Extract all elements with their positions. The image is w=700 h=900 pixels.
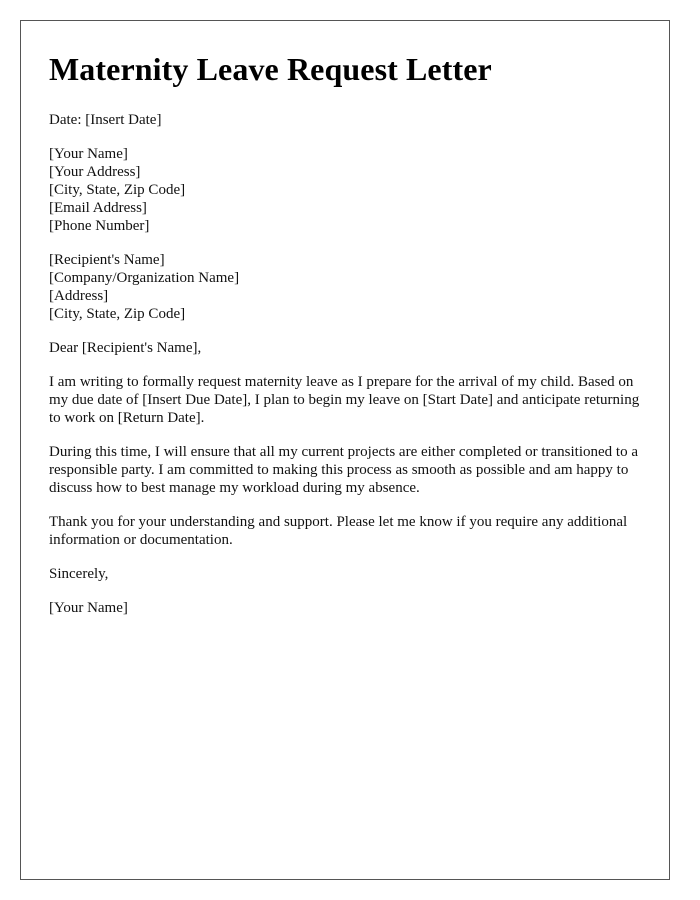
- signature: [Your Name]: [49, 600, 128, 616]
- letter-page: [20, 20, 670, 880]
- recipient-address: [Address]: [49, 288, 109, 304]
- sender-address: [Your Address]: [49, 164, 141, 180]
- date-line: Date: [Insert Date]: [49, 112, 162, 128]
- recipient-name: [Recipient's Name]: [49, 252, 165, 268]
- body-paragraph-thanks: Thank you for your understanding and support. Please let me know if you require any additional information or documentation.: [49, 514, 628, 548]
- sender-name: [Your Name]: [49, 146, 128, 162]
- closing: Sincerely,: [49, 566, 109, 582]
- sender-city-state-zip: [City, State, Zip Code]: [49, 182, 186, 198]
- sender-address-block: [49, 145, 649, 235]
- letter-title: Maternity Leave Request Letter: [49, 51, 492, 87]
- recipient-company: [Company/Organization Name]: [49, 270, 240, 286]
- body-paragraph-transition: During this time, I will ensure that all my current projects are either completed or transitioned to a responsible party. I am committed to making this process as smooth as possible and am happy to discuss how to best manage my workload during my absence.: [49, 444, 638, 496]
- salutation: Dear [Recipient's Name],: [49, 340, 202, 356]
- recipient-city-state-zip: [City, State, Zip Code]: [49, 306, 186, 322]
- sender-email: [Email Address]: [49, 200, 147, 216]
- recipient-address-block: [49, 251, 649, 323]
- body-paragraph-request: I am writing to formally request maternity leave as I prepare for the arrival of my child. Based on my due date of [Insert Due Date], I plan to begin my leave on [Start Date] and anticipate returning to work on [Return Date].: [49, 374, 640, 426]
- sender-phone: [Phone Number]: [49, 218, 150, 234]
